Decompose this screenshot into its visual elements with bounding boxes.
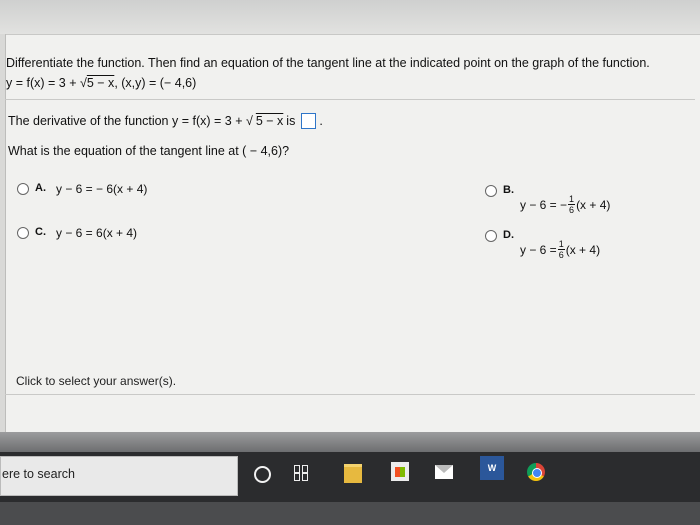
select-answer-hint: Click to select your answer(s). [16, 374, 177, 388]
option-b-left: y − 6 = − [520, 197, 568, 212]
option-b[interactable] [485, 184, 610, 215]
option-a-radio[interactable] [17, 183, 29, 195]
option-b-numerator: 1 [569, 194, 575, 204]
option-d-radio[interactable] [485, 230, 497, 242]
store-icon[interactable] [391, 462, 409, 481]
option-d-fraction [558, 239, 565, 260]
function-radicand: 5 − x [86, 76, 115, 90]
option-c[interactable] [17, 226, 137, 240]
function-prefix: y = f(x) = 3 + √ [6, 76, 87, 90]
option-b-letter: B. [503, 184, 514, 196]
mail-icon[interactable] [435, 465, 453, 479]
function-expression [6, 76, 196, 90]
option-d[interactable] [485, 229, 600, 260]
word-icon[interactable]: W [480, 456, 504, 480]
option-c-radio[interactable] [17, 227, 29, 239]
option-d-equation [520, 239, 600, 260]
option-d-numerator: 1 [558, 239, 564, 249]
option-c-letter: C. [35, 226, 46, 238]
task-view-icon[interactable] [294, 465, 310, 481]
derivative-prefix: The derivative of the function y = f(x) = 3 + √ [8, 114, 253, 128]
derivative-question: The derivative of the function y = f(x) = 3 + √ 5 − x is . [8, 114, 323, 128]
option-b-fraction [568, 194, 575, 215]
chrome-icon[interactable] [527, 463, 545, 481]
option-b-denominator: 6 [569, 205, 575, 215]
option-d-denominator: 6 [558, 250, 564, 260]
cortana-icon[interactable] [254, 466, 271, 483]
file-explorer-icon[interactable] [344, 464, 362, 483]
option-b-radio[interactable] [485, 185, 497, 197]
tangent-question: What is the equation of the tangent line at ( − 4,6)? [8, 144, 290, 158]
derivative-radicand: 5 − x [255, 114, 284, 128]
divider [5, 99, 695, 100]
option-d-letter: D. [503, 229, 514, 241]
option-d-right: (x + 4) [565, 242, 601, 257]
option-a-equation: y − 6 = − 6(x + 4) [56, 182, 148, 196]
left-panel-edge [0, 34, 6, 434]
option-a-letter: A. [35, 182, 46, 194]
derivative-suffix: is [286, 114, 296, 128]
option-b-right: (x + 4) [576, 197, 611, 212]
option-a[interactable] [17, 182, 147, 196]
divider [5, 394, 695, 395]
option-c-equation: y − 6 = 6(x + 4) [56, 226, 138, 240]
taskbar-search-text: ere to search [2, 467, 75, 481]
question-prompt: Differentiate the function. Then find an equation of the tangent line at the indicated point on the graph of the function. [6, 56, 650, 70]
monitor-bezel [0, 432, 700, 452]
derivative-answer-input[interactable] [301, 113, 316, 129]
option-d-left: y − 6 = [520, 242, 557, 257]
point-text: , (x,y) = (− 4,6) [114, 76, 197, 90]
option-b-equation [520, 194, 610, 215]
desk-area [0, 502, 700, 525]
